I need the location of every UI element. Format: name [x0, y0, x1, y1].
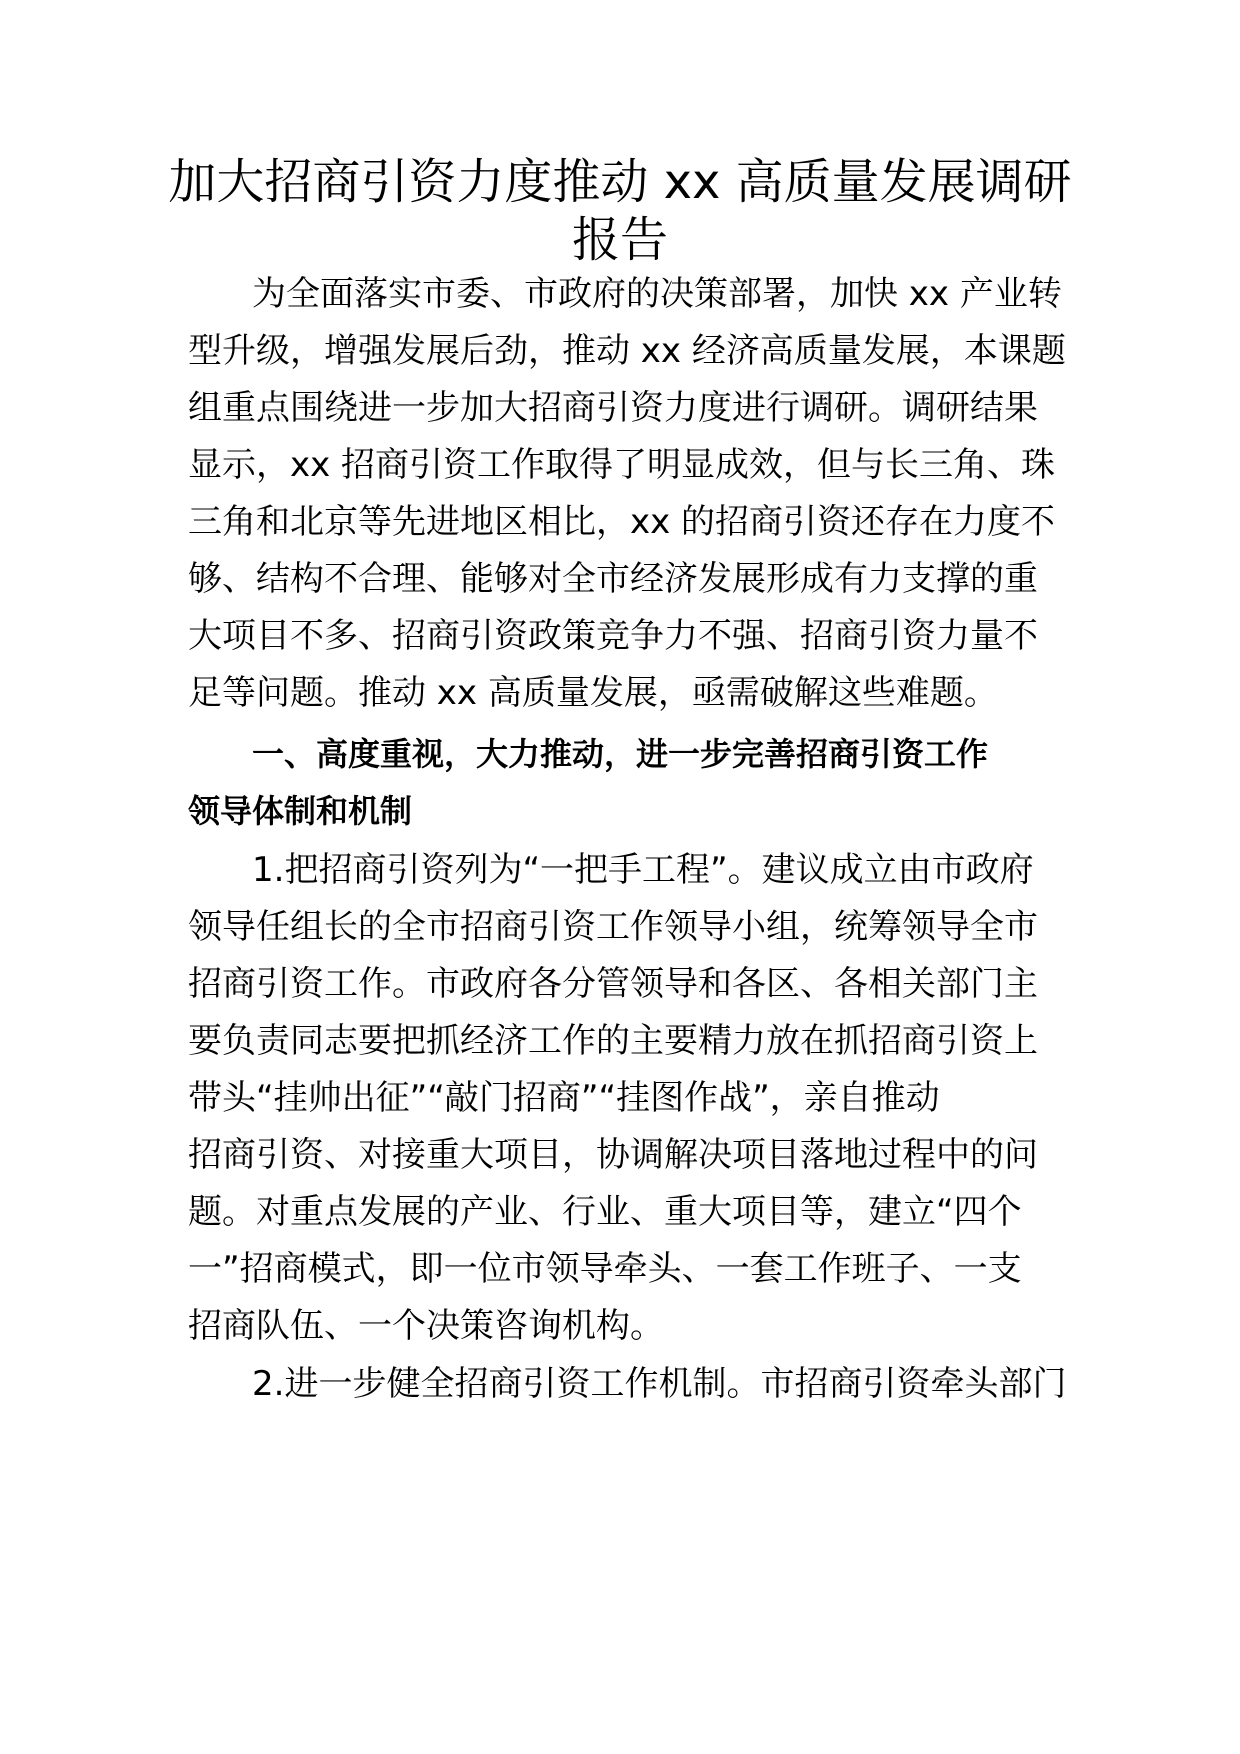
- item-1-line-3: 招商引资工作。市政府各分管领导和各区、各相关部门主: [188, 964, 1038, 1004]
- paragraph-1-line-3: 组重点围绕进一步加大招商引资力度进行调研。调研结果: [188, 388, 1038, 428]
- item-1-line-6: 招商引资、对接重大项目，协调解决项目落地过程中的问: [188, 1135, 1038, 1175]
- item-1-line-7: 题。对重点发展的产业、行业、重大项目等，建立“四个: [188, 1192, 1022, 1232]
- item-1-line-5: 带头“挂帅出征”“敲门招商”“挂图作战”，亲自推动: [188, 1078, 940, 1118]
- document-title-line-1: 加大招商引资力度推动 xx 高质量发展调研: [168, 154, 1072, 210]
- item-1-line-4: 要负责同志要把抓经济工作的主要精力放在抓招商引资上: [188, 1021, 1038, 1061]
- paragraph-1-line-8: 足等问题。推动 xx 高质量发展，亟需破解这些难题。: [188, 673, 998, 713]
- paragraph-1-line-5: 三角和北京等先进地区相比，xx 的招商引资还存在力度不: [188, 502, 1056, 542]
- item-1-line-2: 领导任组长的全市招商引资工作领导小组，统筹领导全市: [188, 907, 1038, 947]
- item-2-line-1: 2.进一步健全招商引资工作机制。市招商引资牵头部门: [252, 1364, 1067, 1404]
- section-1-heading-line-1: 一、高度重视，大力推动，进一步完善招商引资工作: [252, 735, 989, 773]
- paragraph-1-line-1: 为全面落实市委、市政府的决策部署，加快 xx 产业转: [252, 274, 1062, 314]
- item-1-line-8: 一”招商模式，即一位市领导牵头、一套工作班子、一支: [188, 1249, 1022, 1289]
- item-1-line-9: 招商队伍、一个决策咨询机构。: [188, 1306, 664, 1346]
- document-title-line-2: 报告: [571, 212, 668, 268]
- section-1-heading-line-2: 领导体制和机制: [188, 792, 413, 830]
- paragraph-1-line-2: 型升级，增强发展后劲，推动 xx 经济高质量发展，本课题: [188, 331, 1066, 371]
- paragraph-1-line-6: 够、结构不合理、能够对全市经济发展形成有力支撑的重: [188, 559, 1038, 599]
- item-1-line-1: 1.把招商引资列为“一把手工程”。建议成立由市政府: [252, 850, 1034, 890]
- paragraph-1-line-4: 显示，xx 招商引资工作取得了明显成效，但与长三角、珠: [188, 445, 1056, 485]
- paragraph-1-line-7: 大项目不多、招商引资政策竞争力不强、招商引资力量不: [188, 616, 1038, 656]
